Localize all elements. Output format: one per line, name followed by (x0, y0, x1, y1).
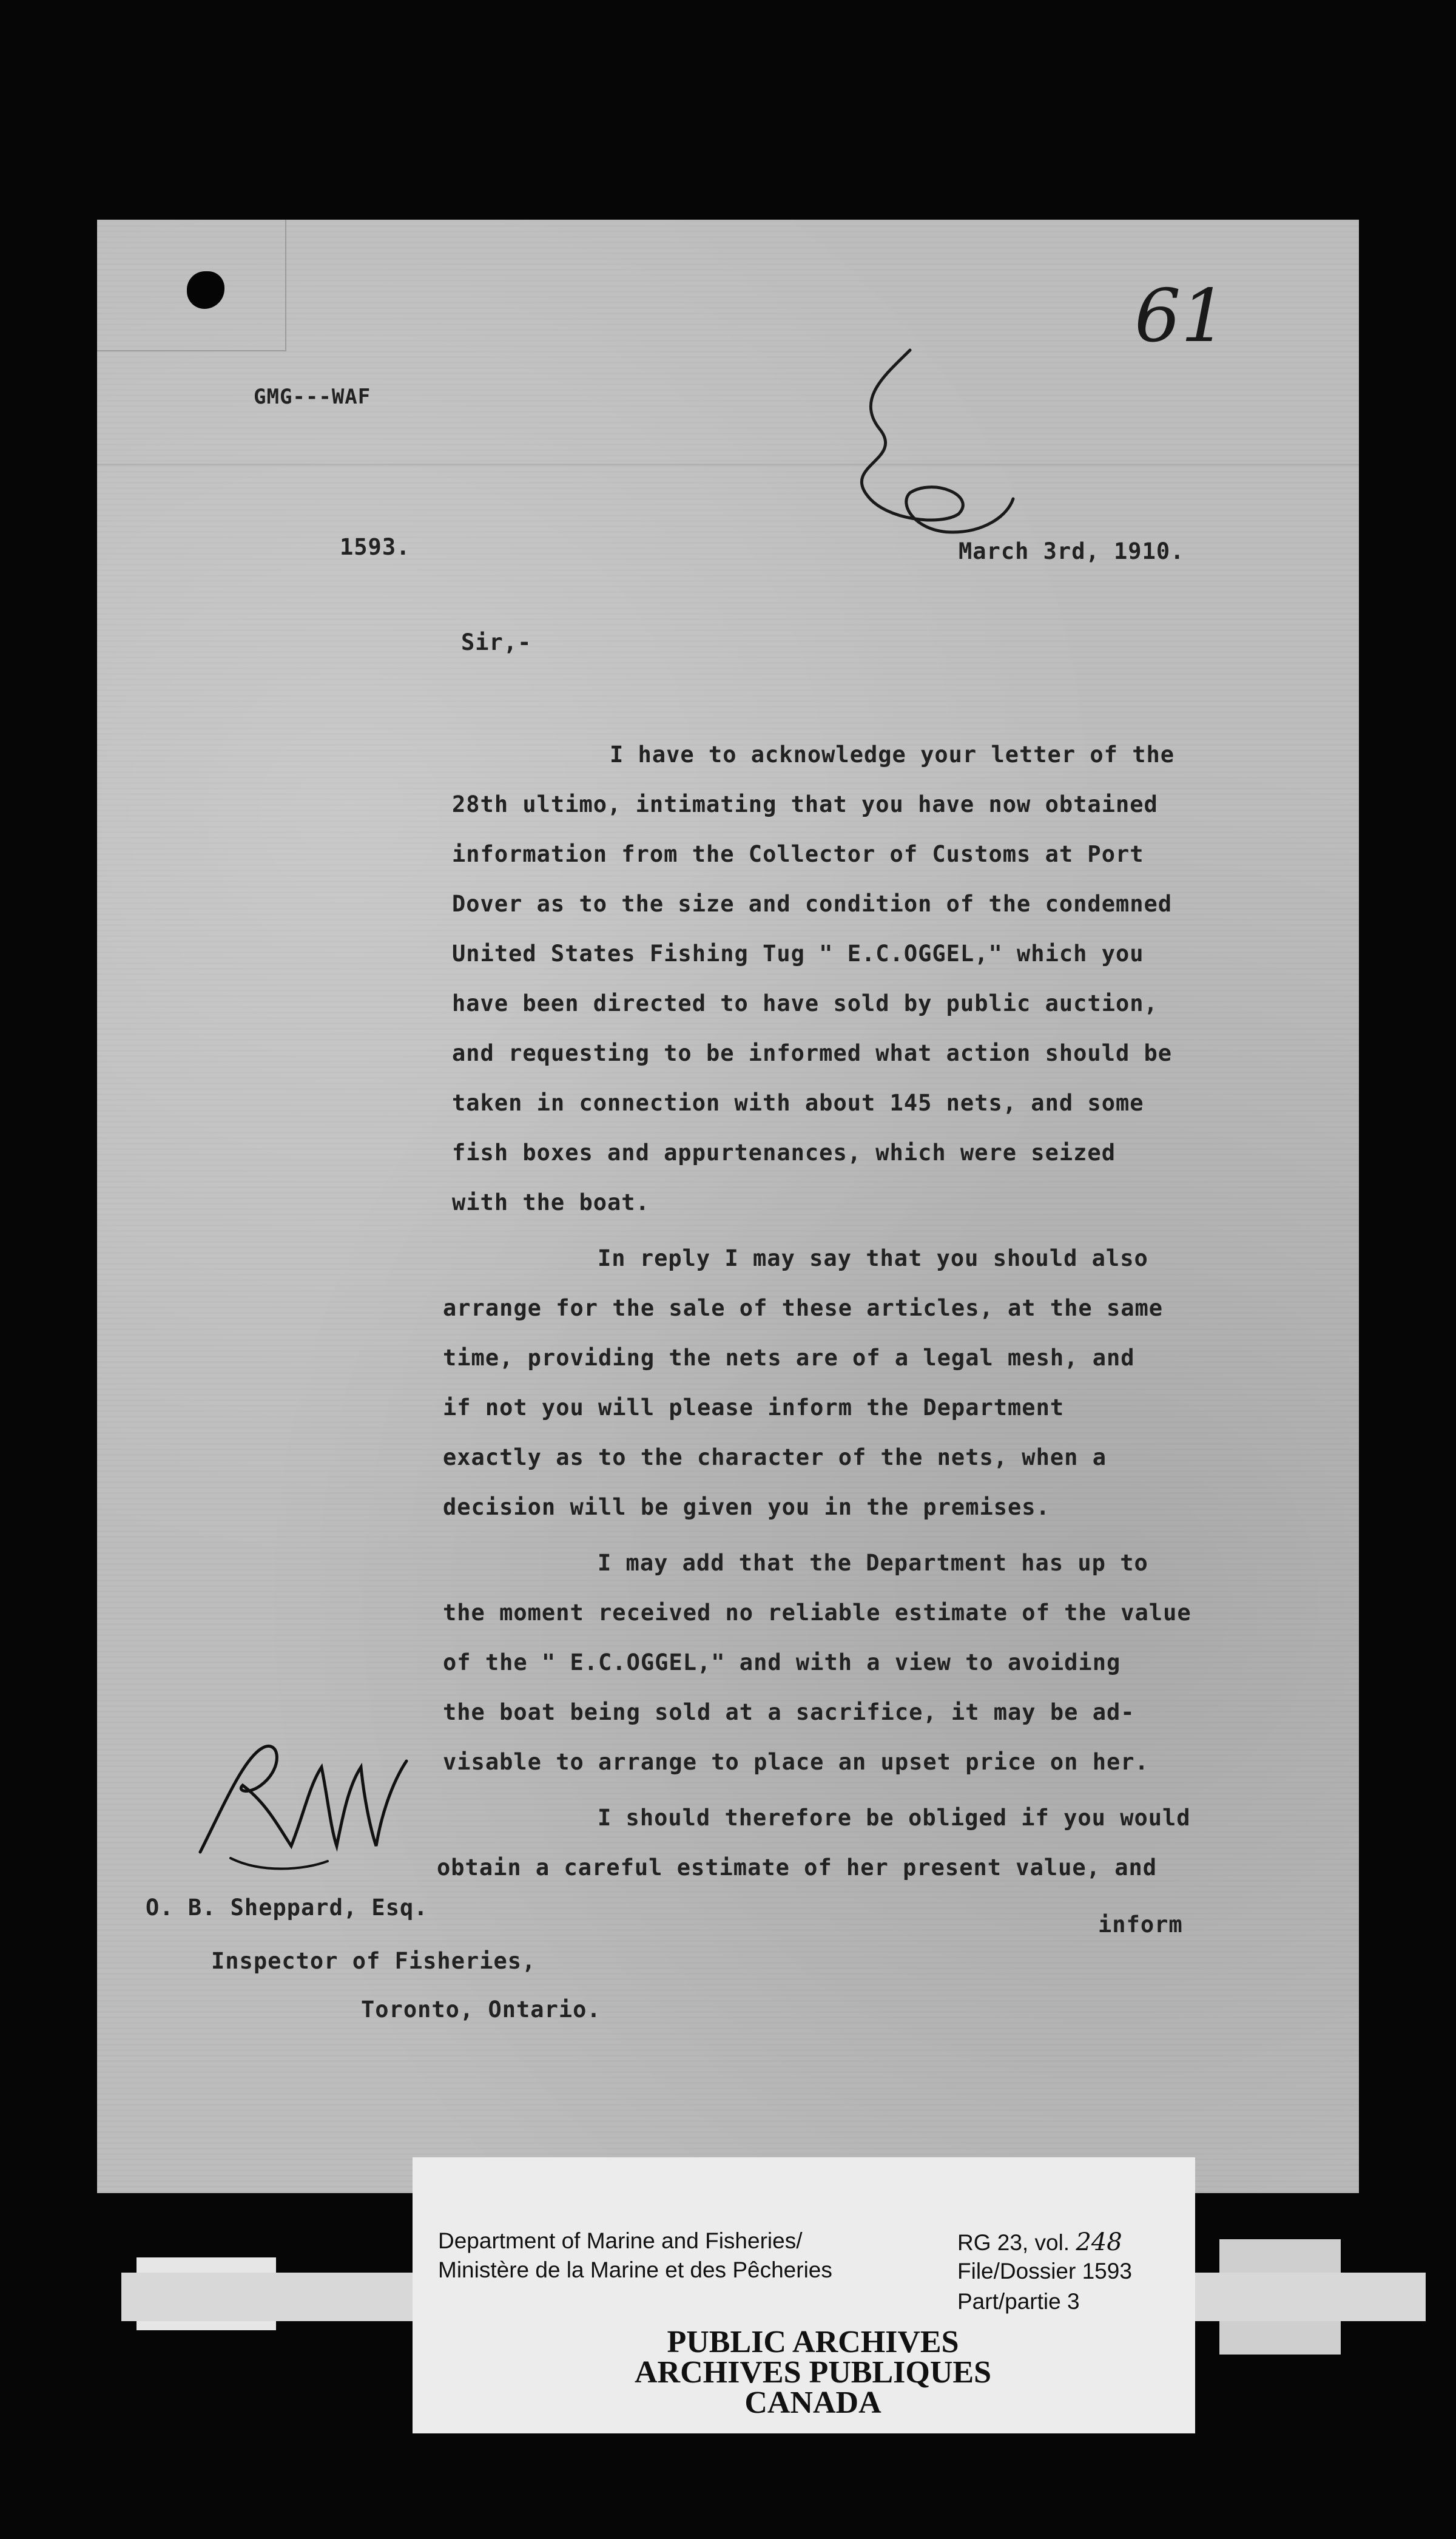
paragraph-1-line: fish boxes and appurtenances, which were seized (452, 1140, 1116, 1166)
salutation: Sir,- (461, 629, 532, 655)
label-rg (957, 2228, 1122, 2256)
paragraph-4-line: obtain a careful estimate of her present value, and (437, 1854, 1158, 1881)
stamp-line-3: CANADA (744, 2385, 881, 2420)
paragraph-2-line: In reply I may say that you should also (598, 1245, 1148, 1271)
addressee-title: Inspector of Fisheries, (211, 1948, 536, 1974)
paragraph-3-line: I may add that the Department has up to (598, 1550, 1148, 1576)
letter-date: March 3rd, 1910. (959, 538, 1185, 564)
handwritten-initials (188, 1712, 443, 1882)
addressee-city: Toronto, Ontario. (361, 1996, 601, 2023)
label-volume-handwritten: 248 (1076, 2228, 1122, 2256)
paragraph-2-line: exactly as to the character of the nets, when a (443, 1444, 1107, 1470)
paragraph-4-line: I should therefore be obliged if you would (598, 1805, 1191, 1831)
file-number: 1593. (340, 534, 411, 560)
paragraph-1-line: I have to acknowledge your letter of the (610, 742, 1175, 768)
label-part: Part/partie 3 (957, 2289, 1080, 2314)
paragraph-3-line: the moment received no reliable estimate of the value (443, 1600, 1191, 1626)
addressee-name: O. B. Sheppard, Esq. (146, 1895, 428, 1921)
paragraph-3-line: visable to arrange to place an upset price on her. (443, 1749, 1149, 1775)
paragraph-1-line: have been directed to have sold by public auction, (452, 990, 1158, 1016)
reference-initials: GMG---WAF (254, 385, 371, 409)
stamp-line-2: ARCHIVES PUBLIQUES (634, 2355, 992, 2390)
letter-page (97, 220, 1359, 2193)
paragraph-3-line: of the " E.C.OGGEL," and with a view to avoiding (443, 1649, 1121, 1675)
stamp-line-1: PUBLIC ARCHIVES (667, 2325, 959, 2359)
paragraph-1-line: with the boat. (452, 1189, 650, 1215)
catchword: inform (1098, 1912, 1183, 1938)
handwritten-page-number: 61 (1134, 274, 1227, 359)
fold-line (97, 464, 1359, 465)
paragraph-1-line: taken in connection with about 145 nets, and some (452, 1090, 1144, 1116)
paragraph-2-line: arrange for the sale of these articles, at the same (443, 1295, 1164, 1321)
paragraph-1-line: and requesting to be informed what action should be (452, 1040, 1173, 1066)
paragraph-1-line: 28th ultimo, intimating that you have now obtained (452, 791, 1158, 817)
paragraph-3-line: the boat being sold at a sacrifice, it may be ad- (443, 1699, 1135, 1725)
paragraph-1-line: Dover as to the size and condition of the condemned (452, 891, 1173, 917)
paragraph-2-line: if not you will please inform the Department (443, 1395, 1065, 1421)
label-rg-text: RG 23, vol. (957, 2230, 1070, 2255)
paragraph-2-line: time, providing the nets are of a legal mesh, and (443, 1345, 1135, 1371)
paragraph-1-line: United States Fishing Tug " E.C.OGGEL," which you (452, 941, 1144, 967)
label-department-fr: Ministère de la Marine et des Pêcheries (438, 2257, 832, 2282)
paragraph-2-line: decision will be given you in the premises. (443, 1494, 1050, 1520)
label-department-en: Department of Marine and Fisheries/ (438, 2228, 803, 2253)
paragraph-1-line: information from the Collector of Customs at Port (452, 841, 1144, 867)
label-file: File/Dossier 1593 (957, 2259, 1132, 2284)
handwritten-mark (813, 338, 1043, 556)
